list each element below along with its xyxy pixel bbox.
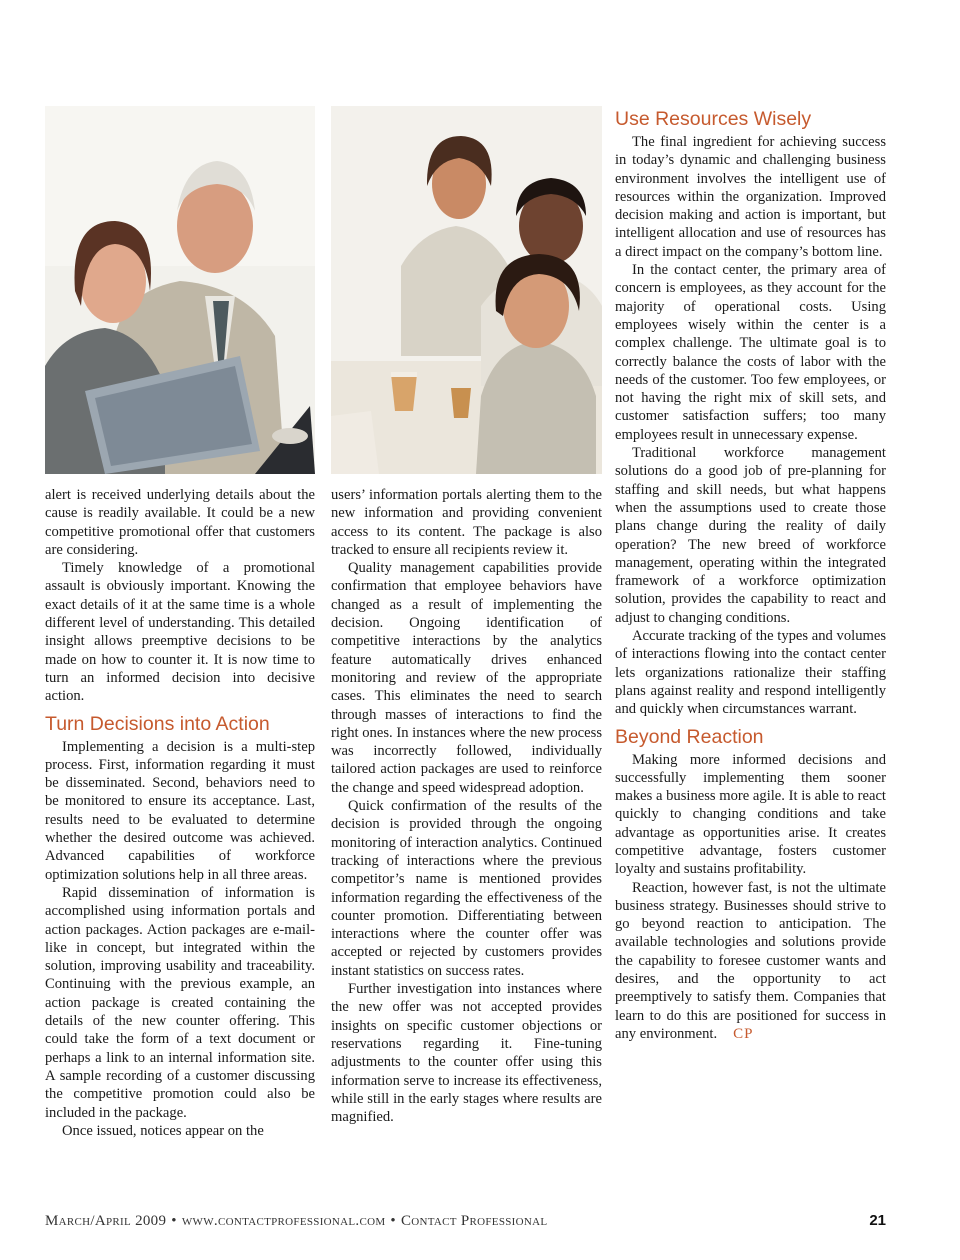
paragraph: Further investigation into instances where the new offer was not accepted provides insights on specific customer objections or reservations regarding it. Fine-tuning adjustments to the counter offer using this information serve to increase its effectiveness, while still in the early stages where results are magnified. [331, 981, 602, 1126]
paragraph: Quality management capabilities provide confirmation that employee behaviors have changed as a result of implementing the decision. Ongoing identification of competitive interactions by the analytics feature automatically drives enhanced monitoring and review of the appropriate cases. This eliminates the need to search through masses of interactions to find the right ones. In instances where the new process was incorrectly followed, individually tailored action packages are used to reinforce the change and speed widespread adoption. [331, 560, 602, 796]
paragraph: In the contact center, the primary area of concern is employees, as they account for the majority of operational costs. Using employees wisely within the center is a complex challenge. The ultimate goal is to correctly balance the costs of labor with the needs of the customer. Too few employees, or not having the right mix of skill sets, and customer satisfaction suffers; too many employees result in unnecessary expense. [615, 262, 886, 443]
text-column-middle [331, 486, 602, 1126]
footer-separator: • [390, 1213, 396, 1229]
text-column-left [45, 486, 315, 1140]
footer-separator: • [171, 1213, 177, 1229]
paragraph: alert is received underlying details about the cause is readily available. It could be a new competitive promotional offer that customers are considering. [45, 487, 315, 558]
paragraph: The final ingredient for achieving success in today’s dynamic and challenging business environment involves the intelligent use of resources within the organization. Improved decision making and action is important, but intelligent allocation and use of resources has a direct impact on the company’s bottom line. [615, 134, 886, 260]
text-column-right [615, 108, 886, 1043]
footer-website: www.contactprofessional.com [181, 1213, 386, 1229]
paragraph: Making more informed decisions and successfully implementing them sooner makes a business more agile. It is able to react quickly to changing conditions and take advantage as opportunities arise. It creates competitive advantage, fosters customer loyalty and sustains profitability. [615, 751, 886, 878]
paragraph: Once issued, notices appear on the [62, 1122, 264, 1139]
footer-issue: March/April 2009 [45, 1213, 167, 1229]
paragraph: Timely knowledge of a promotional assault is obviously important. Knowing the exact details of it at the same time is a whole different level of understanding. This detailed insight allows preemptive decisions to be made on how to counter it. It is now time to turn an informed decision into decisive action. [45, 560, 315, 705]
section-heading: Use Resources Wisely [615, 108, 812, 130]
photo-business-pair [45, 106, 315, 474]
paragraph: Implementing a decision is a multi-step process. First, information regarding it must be disseminated. Second, behaviors need to be monitored to ensure its acceptance. Last, results need to be evaluated to determine whether the desired outcome was achieved. Advanced capabilities of workforce optimization solutions help in all three areas. [45, 738, 315, 883]
end-mark: CP [733, 1025, 754, 1042]
section-heading: Turn Decisions into Action [45, 712, 270, 735]
paragraph: Traditional workforce management solutions do a good job of pre-planning for staffing and skill needs, but what happens when the assumptions used to create those plans change during the reality of daily operation? The new breed of workforce management, operating within the integrated framework of a workforce optimization solution, provides the capability to react and adjust to changing conditions. [615, 445, 886, 626]
paragraph: Quick confirmation of the results of the decision is provided through the ongoing monitoring of interaction analytics. Continued tracking of interactions where the previous competitor’s name is mentioned provides information regarding the effectiveness of the counter promotion. Differentiating between interactions where the counter offer was accepted or rejected by customers provides instant statistics on success rates. [331, 798, 602, 979]
photo-team-meeting [331, 106, 602, 474]
paragraph-text: Reaction, however fast, is not the ultimate business strategy. Businesses should strive to go beyond reaction to anticipation. The available technologies and solutions provide the capability to foresee customer wants and desires, and the opportunity to act preemptively to satisfy them. Companies that learn to do this are positioned for success in any environment. [615, 879, 886, 1042]
page-number: 21 [869, 1212, 886, 1229]
paragraph [615, 879, 886, 1044]
footer-line [45, 1213, 547, 1230]
paragraph: Rapid dissemination of information is accomplished using information portals and action packages. Action packages are e-mail-like in concept, but integrated within the solution, improving usability and traceability. Continuing with the previous example, an action package is created containing the details of the new counter offering. This could take the form of a text document or perhaps a link to an internal information site. A sample recording of a customer discussing the competitive promotion could also be included in the package. [45, 884, 315, 1121]
section-heading: Beyond Reaction [615, 725, 764, 748]
footer-magazine: Contact Professional [400, 1213, 548, 1229]
paragraph: users’ information portals alerting them to the new information and providing convenient access to its content. The package is also tracked to ensure all recipients review it. [331, 487, 602, 558]
paragraph: Accurate tracking of the types and volumes of interactions flowing into the contact center lets organizations rationalize their staffing plans against reality and respond intelligently and quickly when circumstances warrant. [615, 628, 886, 718]
page-footer [45, 1210, 886, 1234]
